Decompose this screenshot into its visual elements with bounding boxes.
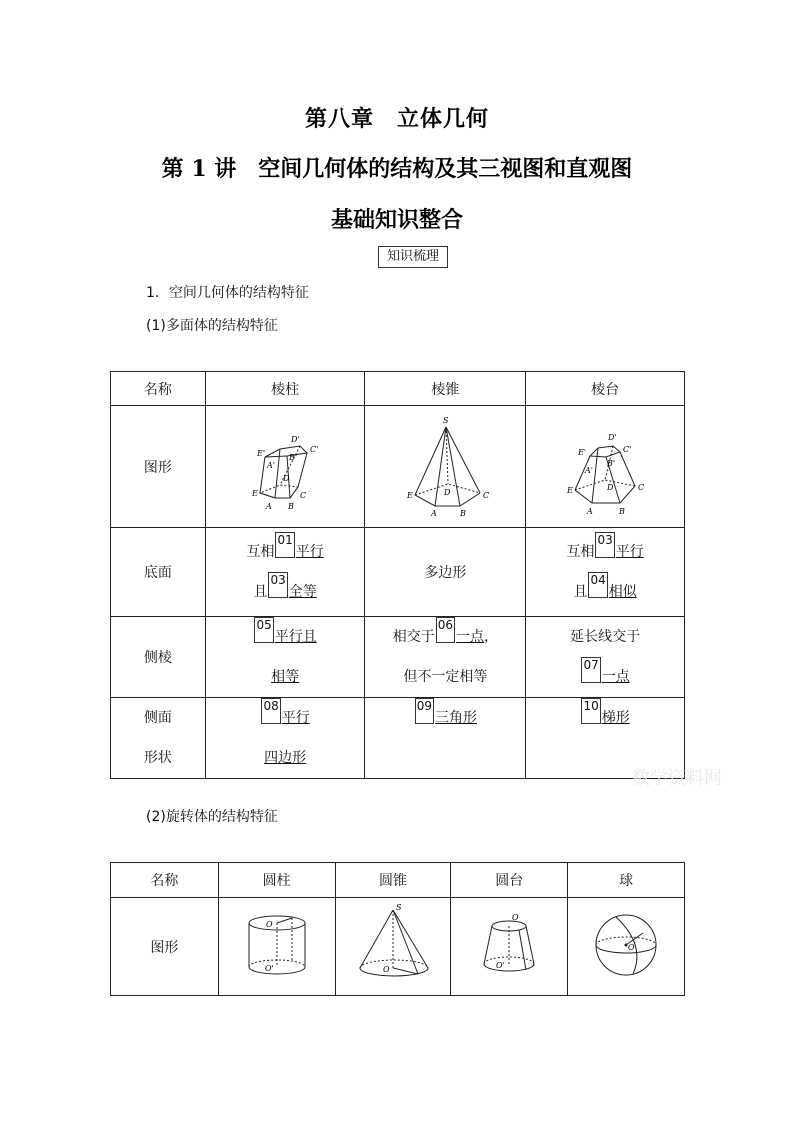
text: 且 [573, 584, 588, 600]
header-cell: 棱柱 [205, 372, 365, 406]
row-label: 侧棱 [111, 617, 206, 698]
figure-label: A [587, 506, 593, 516]
figure-label: E [252, 488, 258, 498]
frustum-base-cell [526, 528, 685, 617]
figure-label: B [288, 501, 294, 511]
table-row-face [111, 698, 685, 779]
header-cell: 棱锥 [365, 372, 526, 406]
prism-figure [210, 410, 360, 520]
header-cell: 圆台 [451, 863, 568, 898]
figure-label: B [619, 506, 625, 516]
answer: 平行 [295, 544, 324, 560]
blank-number: 07 [581, 657, 600, 683]
text: ， [483, 629, 498, 645]
frustum-figure [530, 410, 680, 520]
figure-label: E' [257, 448, 266, 458]
figure-label: B' [289, 452, 298, 462]
frustum-cone-figure-cell [451, 898, 568, 996]
table-row-figure [111, 898, 685, 996]
figure-label: D' [608, 432, 617, 442]
polyhedra-table [110, 371, 685, 779]
figure-label: A [431, 508, 438, 518]
blank-number: 10 [581, 698, 600, 724]
figure-label: D' [291, 434, 300, 444]
cylinder-figure [222, 900, 332, 990]
figure-label: O [628, 942, 635, 952]
blank-number: 01 [275, 532, 294, 558]
header-cell: 棱台 [526, 372, 685, 406]
figure-label: C' [310, 444, 319, 454]
lecture-title: 第 1 讲 空间几何体的结构及其三视图和直观图 [161, 156, 633, 182]
paragraph-2: (1)多面体的结构特征 [146, 318, 278, 334]
frustum-figure-cell [526, 406, 685, 528]
figure-label: O' [264, 963, 274, 973]
blank-number: 03 [268, 572, 287, 598]
solids-of-revolution-table [110, 862, 685, 996]
pyramid-figure [370, 410, 520, 520]
sphere-figure [571, 900, 681, 990]
answer: 梯形 [601, 710, 630, 726]
figure-label: A' [585, 465, 594, 475]
figure-label: B' [607, 458, 616, 468]
figure-label: B [460, 508, 467, 518]
prism-base-cell [205, 528, 365, 617]
cylinder-figure-cell [218, 898, 335, 996]
table-header-row [111, 863, 685, 898]
figure-label: D [607, 482, 614, 492]
row-label-line: 侧面 [143, 710, 172, 726]
cone-frustum-figure [454, 900, 564, 990]
row-label: 图形 [111, 898, 219, 996]
section-tag: 知识梳理 [378, 246, 448, 268]
figure-label: E' [578, 447, 587, 457]
cone-figure-cell [335, 898, 451, 996]
prism-figure-cell [205, 406, 365, 528]
header-cell: 球 [568, 863, 685, 898]
blank-number: 03 [595, 532, 614, 558]
figure-label: C [638, 482, 645, 492]
answer: 四边形 [264, 750, 307, 766]
figure-label: O' [496, 960, 506, 970]
header-cell: 名称 [111, 863, 219, 898]
text: 相交于 [392, 629, 435, 645]
answer: 一点 [455, 629, 484, 645]
figure-label: D [444, 487, 451, 497]
paragraph-1: 1．空间几何体的结构特征 [146, 285, 309, 301]
answer: 平行 [615, 544, 644, 560]
figure-label: A' [267, 460, 276, 470]
sphere-figure-cell [568, 898, 685, 996]
header-cell: 圆锥 [335, 863, 451, 898]
pyramid-face-cell [365, 698, 526, 779]
figure-label: E [567, 485, 573, 495]
blank-number: 06 [436, 617, 455, 643]
watermark: 数学资料网 [632, 768, 722, 789]
figure-label: C' [623, 444, 632, 454]
table-row-edge [111, 617, 685, 698]
blank-number: 04 [588, 572, 607, 598]
blank-number: 05 [254, 617, 273, 643]
table-header-row [111, 372, 685, 406]
figure-label: A [266, 501, 272, 511]
row-label-line: 形状 [143, 750, 172, 766]
text: 但不一定相等 [403, 669, 488, 685]
prism-face-cell [205, 698, 365, 779]
figure-label: C [300, 490, 307, 500]
header-cell: 名称 [111, 372, 206, 406]
table-row-figure [111, 406, 685, 528]
figure-label: S [443, 415, 449, 425]
answer: 一点 [601, 669, 630, 685]
pyramid-base-cell: 多边形 [365, 528, 526, 617]
blank-number: 09 [415, 698, 434, 724]
text: 互相 [246, 544, 275, 560]
answer: 平行且 [274, 629, 317, 645]
pyramid-edge-cell [365, 617, 526, 698]
answer: 三角形 [434, 710, 477, 726]
table-row-base [111, 528, 685, 617]
header-cell: 圆柱 [218, 863, 335, 898]
text: 且 [253, 584, 268, 600]
pyramid-figure-cell [365, 406, 526, 528]
figure-label: O [512, 912, 519, 922]
frustum-edge-cell [526, 617, 685, 698]
paragraph-3: (2)旋转体的结构特征 [146, 809, 278, 825]
cone-figure [338, 900, 448, 990]
row-label: 底面 [111, 528, 206, 617]
answer: 平行 [281, 710, 310, 726]
figure-label: O [265, 919, 273, 929]
answer: 相似 [608, 584, 637, 600]
figure-label: C [483, 490, 490, 500]
figure-label: S [395, 902, 402, 912]
prism-edge-cell [205, 617, 365, 698]
section-title: 基础知识整合 [330, 207, 463, 233]
text: 互相 [566, 544, 595, 560]
blank-number: 08 [261, 698, 280, 724]
answer: 全等 [288, 584, 317, 600]
chapter-title: 第八章 立体几何 [304, 106, 489, 132]
figure-label: D [283, 473, 290, 483]
answer: 相等 [271, 669, 300, 685]
row-label: 图形 [111, 406, 206, 528]
figure-label: E [407, 490, 414, 500]
row-label [111, 698, 206, 779]
text: 延长线交于 [570, 629, 641, 645]
figure-label: O [382, 964, 390, 974]
